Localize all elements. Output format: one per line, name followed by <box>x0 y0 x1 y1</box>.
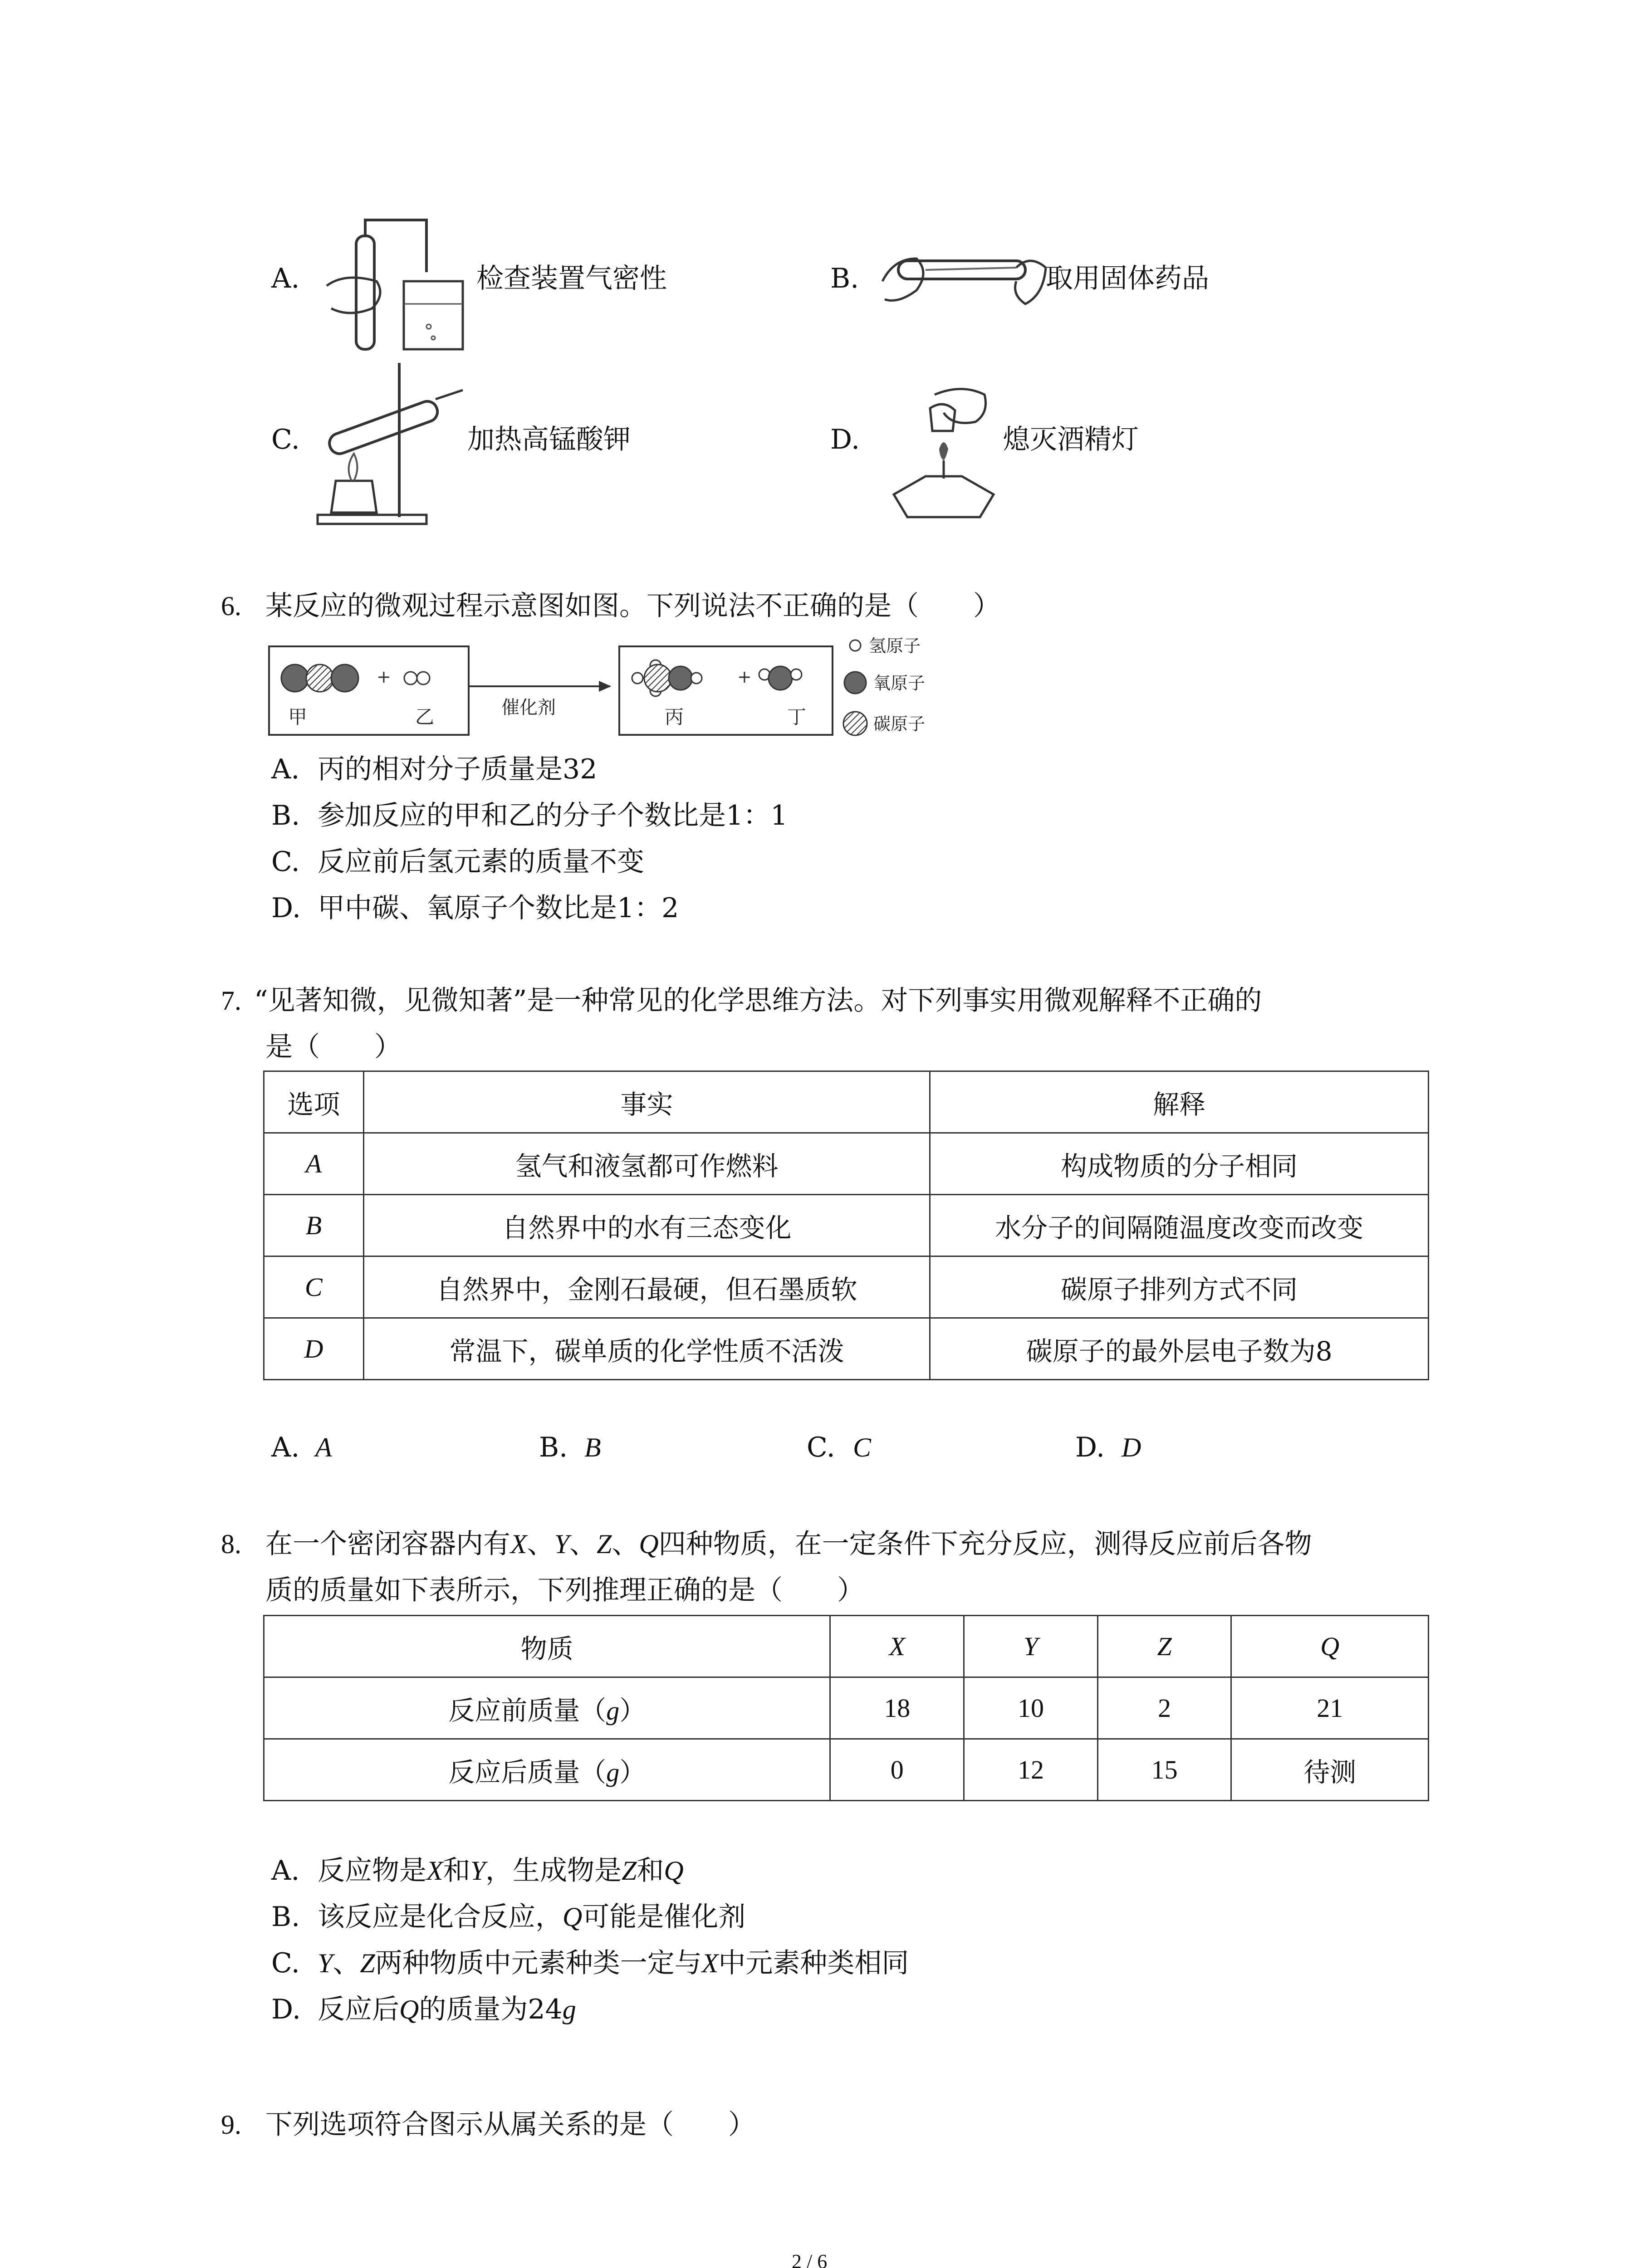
legend-carbon: 碳原子 <box>873 714 926 734</box>
table-row <box>264 1677 1429 1739</box>
option-text: D <box>1122 1432 1141 1462</box>
table-cell: D <box>264 1318 364 1380</box>
option-text: 反应物是X和Y，生成物是Z和Q <box>318 1855 684 1887</box>
option-letter: C. <box>271 1947 300 1979</box>
question-stem: “见著知微，见微知著”是一种常见的化学思维方法。对下列事实用微观解释不正确的 <box>254 985 1262 1017</box>
option-letter: D. <box>271 1994 301 2025</box>
option-text: Y、Z两种物质中元素种类一定与X中元素种类相同 <box>318 1947 909 1979</box>
question-number: 7. <box>221 986 241 1016</box>
option-text: 反应前后氢元素的质量不变 <box>318 846 644 878</box>
table-header-row <box>264 1071 1429 1133</box>
option-letter: A. <box>271 1432 300 1463</box>
legend-hydrogen: 氢原子 <box>869 636 921 656</box>
table-header: 选项 <box>264 1071 364 1133</box>
option-letter: B. <box>271 1901 300 1933</box>
table-cell: 21 <box>1231 1677 1429 1739</box>
option-letter: B. <box>271 800 300 831</box>
option-letter: D. <box>1075 1432 1105 1463</box>
option-caption: 熄灭酒精灯 <box>1003 424 1139 455</box>
table-cell: 反应后质量（g） <box>264 1739 830 1801</box>
option-letter: B. <box>830 263 859 294</box>
table-cell: 0 <box>830 1739 964 1801</box>
option-text: 甲中碳、氧原子个数比是1：2 <box>318 892 679 924</box>
table-cell: 碳原子的最外层电子数为8 <box>930 1318 1429 1380</box>
question-stem: 是（ ） <box>265 1031 402 1063</box>
option-text: 该反应是化合反应，Q可能是催化剂 <box>318 1901 746 1933</box>
plus-sign: + <box>737 667 752 687</box>
table-header: Y <box>964 1616 1098 1677</box>
page-number: 2 / 6 <box>792 2250 828 2268</box>
legend-oxygen: 氧原子 <box>873 673 926 693</box>
table-cell: 自然界中的水有三态变化 <box>363 1195 930 1256</box>
table-header: Z <box>1097 1616 1231 1677</box>
table-cell: 碳原子排列方式不同 <box>930 1256 1429 1318</box>
label-ding: 丁 <box>787 706 807 728</box>
take-solid-reagent-image <box>880 240 1048 318</box>
question-number: 9. <box>221 2110 241 2140</box>
diagram-legend <box>843 636 925 735</box>
table-cell: 反应前质量（g） <box>264 1677 830 1739</box>
extinguish-alcohol-lamp-image <box>876 381 1012 522</box>
option-letter: D. <box>271 892 301 924</box>
option-text: 反应后Q的质量为24g <box>318 1994 576 2025</box>
plus-sign: + <box>377 667 391 687</box>
reaction-micro-diagram <box>265 633 1000 742</box>
table-cell: 构成物质的分子相同 <box>930 1133 1429 1195</box>
label-bing: 丙 <box>665 706 684 728</box>
table-header-row <box>264 1616 1429 1677</box>
label-jia: 甲 <box>288 706 308 728</box>
table-header: 解释 <box>930 1071 1429 1133</box>
option-letter: A. <box>271 263 300 294</box>
table-cell: 15 <box>1097 1739 1231 1801</box>
question-number: 6. <box>221 591 241 621</box>
option-text: 参加反应的甲和乙的分子个数比是1：1 <box>318 800 788 831</box>
option-text: C <box>853 1432 872 1462</box>
option-letter: B. <box>539 1432 568 1463</box>
table-header: 物质 <box>264 1616 830 1677</box>
option-letter: C. <box>271 424 300 455</box>
table-cell: 2 <box>1097 1677 1231 1739</box>
q7-table <box>263 1070 1429 1380</box>
table-row <box>264 1195 1429 1256</box>
table-cell: 待测 <box>1231 1739 1429 1801</box>
option-text: A <box>315 1432 332 1462</box>
table-header: X <box>830 1616 964 1677</box>
table-cell: 常温下，碳单质的化学性质不活泼 <box>363 1318 930 1380</box>
label-yi: 乙 <box>415 706 435 728</box>
option-text: B <box>584 1432 601 1462</box>
table-cell: 自然界中，金刚石最硬，但石墨质软 <box>363 1256 930 1318</box>
option-text: 丙的相对分子质量是32 <box>318 753 598 785</box>
table-cell: 氢气和液氢都可作燃料 <box>363 1133 930 1195</box>
table-header: Q <box>1231 1616 1429 1677</box>
option-letter: D. <box>830 424 860 455</box>
molecule-yi <box>404 672 430 684</box>
table-cell: A <box>264 1133 364 1195</box>
question-stem: 下列选项符合图示从属关系的是（ ） <box>265 2109 755 2141</box>
option-letter: C. <box>271 846 300 878</box>
option-caption: 加热高锰酸钾 <box>467 424 631 455</box>
table-cell: C <box>264 1256 364 1318</box>
molecule-bing <box>632 660 702 696</box>
option-caption: 取用固体药品 <box>1046 263 1209 294</box>
table-cell: 18 <box>830 1677 964 1739</box>
option-caption: 检查装置气密性 <box>476 263 667 294</box>
option-letter: C. <box>807 1432 835 1463</box>
table-row <box>264 1256 1429 1318</box>
catalyst-label: 催化剂 <box>501 697 556 718</box>
question-stem: 在一个密闭容器内有X、Y、Z、Q四种物质，在一定条件下充分反应，测得反应前后各物 <box>265 1528 1312 1560</box>
question-stem: 质的质量如下表所示，下列推理正确的是（ ） <box>265 1574 864 1606</box>
airtightness-check-image <box>318 218 472 354</box>
q8-table <box>263 1615 1429 1801</box>
table-row <box>264 1739 1429 1801</box>
option-letter: A. <box>271 753 300 785</box>
heat-potassium-permanganate-image <box>309 354 472 531</box>
question-number: 8. <box>221 1529 241 1559</box>
table-cell: 水分子的间隔随温度改变而改变 <box>930 1195 1429 1256</box>
molecule-ding <box>759 666 802 690</box>
table-cell: 12 <box>964 1739 1098 1801</box>
table-cell: B <box>264 1195 364 1256</box>
option-letter: A. <box>271 1855 300 1887</box>
molecule-jia <box>281 665 358 692</box>
table-row <box>264 1318 1429 1380</box>
table-cell: 10 <box>964 1677 1098 1739</box>
question-stem: 某反应的微观过程示意图如图。下列说法不正确的是（ ） <box>265 590 1000 622</box>
table-header: 事实 <box>363 1071 930 1133</box>
table-row <box>264 1133 1429 1195</box>
